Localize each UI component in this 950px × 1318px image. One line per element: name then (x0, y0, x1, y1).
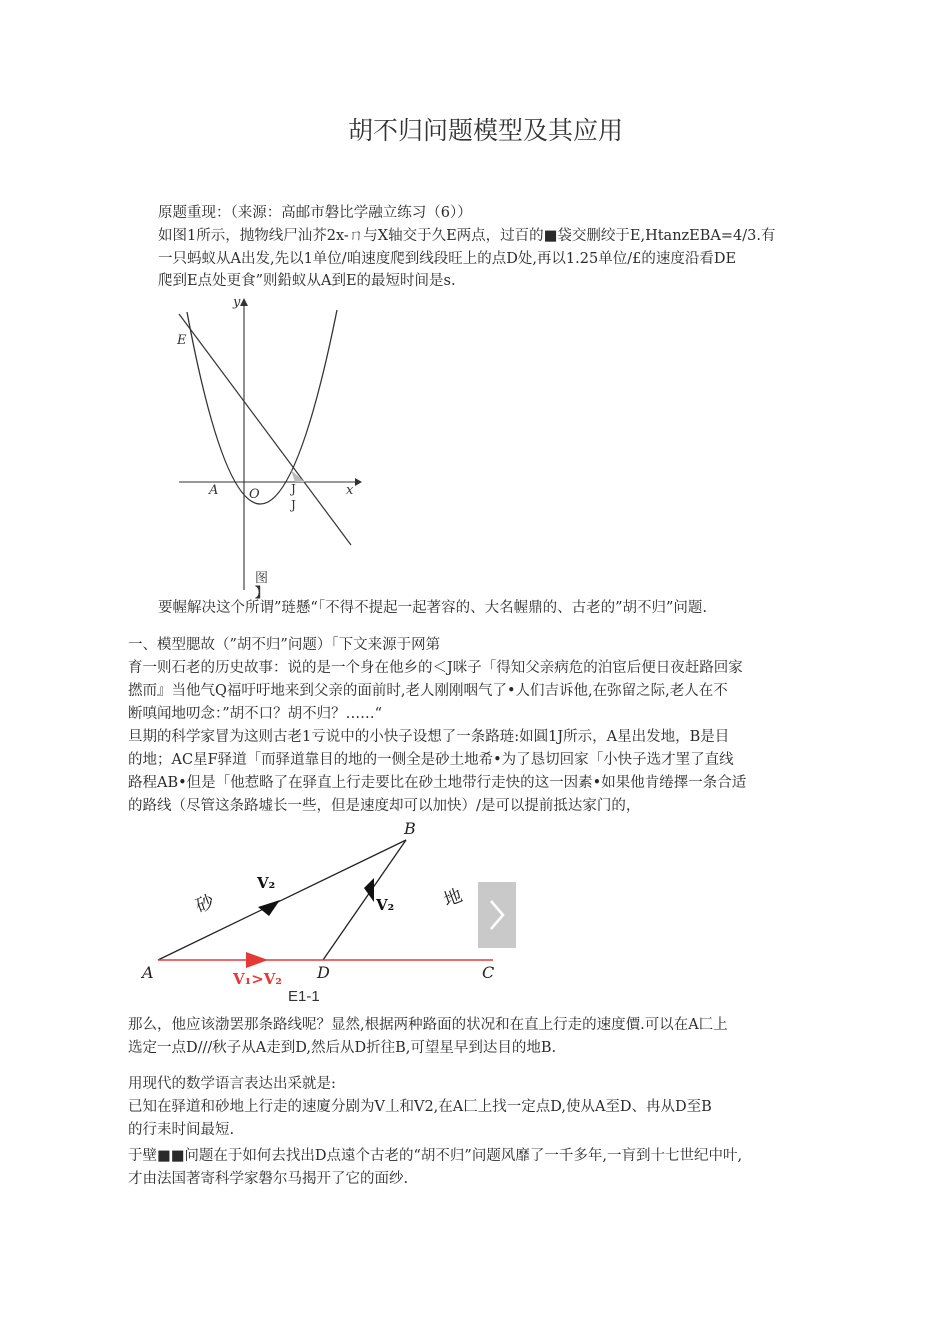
label-sand-left: 砂 (193, 891, 218, 918)
label-y: y (233, 295, 241, 310)
science-line-2: 的地；AC星F驿道「而驿道靠目的地的一侧全是砂土地希•为了恳切回家「小快子选才罣了直线 (128, 752, 734, 768)
label-J1: J (291, 482, 296, 496)
figure-parabola (165, 292, 365, 602)
modern-line-2: 的行耒时间最短. (128, 1122, 235, 1138)
next-page-button[interactable] (478, 882, 516, 948)
parabola-curve (187, 310, 337, 504)
source-line: 原题重现：（来源：高邮市磐比学融立练习（6）） (158, 205, 472, 221)
label-A: A (142, 963, 154, 982)
x-axis-arrow-icon (355, 478, 362, 486)
label-x: x (346, 483, 354, 498)
science-line-1: 旦期的科学家冒为这则古老1亏说中的小快子设想了一条路琏:如圓1J所示，A星出发地，B是目 (128, 729, 730, 745)
intro-line-1: 如图1所示，抛物线尸汕芥2x-ㄇ与X轴交于久E两点，过百的■袋交删绞于E,HtanzEBA=4/3.有 (158, 228, 776, 244)
label-v1-gt-v2: V₁>V₂ (233, 970, 282, 988)
label-v2-upper: V₂ (257, 874, 276, 892)
after-fig2-line-2: 选定一点D///秋子从A走到D,然后从D折往B,可望星早到达目的地B. (128, 1040, 557, 1056)
angle-shading (291, 470, 305, 482)
modern-intro: 用现代的数学语言表达出采就是: (128, 1076, 336, 1092)
section1-heading: 一、模型腮故（”胡不归”问题）「下文来源于网第 (128, 637, 441, 653)
story-line-3: 断嗔闻地叨念：”胡不口？胡不归？……“ (128, 706, 383, 722)
modern-line-1: 已知在驿道和砂地上行走的速廈分剧为V丄和V2,在A匚上找一定点D,使从A至D、冉从D至B (128, 1099, 712, 1115)
figure1-caption-mark: 】 (255, 586, 269, 601)
after-fig2-line-1: 那么，他应该渤罢那条路线呢？显然,根据两种路面的状况和在直上行走的速度價.可以在A匚上 (128, 1017, 728, 1033)
chevron-right-icon (487, 898, 507, 932)
label-D: D (317, 963, 330, 982)
label-sand-right: 地 (441, 885, 466, 912)
science-line-4: 的路线（尽管这条路墟长一些，但是速度却可以加快）/是可以提前抵达家门的， (128, 798, 641, 814)
label-v2-right: V₂ (376, 896, 395, 914)
figure2-caption: E1-1 (288, 988, 320, 1005)
page-title: 胡不归问题模型及其应用 (348, 116, 624, 145)
figure-road-diagram (128, 812, 518, 1008)
science-line-3: 路程AB•但是「他惹略了在驿直上行走要比在砂土地带行走快的这一因素•如果他肯绻擇一条合适 (128, 775, 747, 791)
label-E: E (177, 333, 187, 348)
after-figure1-text: 要幄解决这个所谓”琏懸“「不得不提起一起著容的、大名幄鼎的、古老的”胡不归”问题. (158, 600, 708, 616)
arrow-AC-icon (246, 952, 268, 968)
label-C: C (482, 963, 495, 982)
arrow-AB-icon (258, 900, 280, 916)
conclusion-line-2: 才由法国著寄科学家磐尔马揭开了它的面纱. (128, 1171, 409, 1187)
label-J2: J (291, 498, 296, 512)
figure1-caption: 图 (255, 571, 269, 586)
conclusion-line-1: 于壁■■问题在于如何去找出D点遠个古老的“胡不归”问题风靡了一千多年,一肓到十七世纪中叶, (128, 1148, 743, 1164)
intro-line-3: 爬到E点处更食”则鉛蚁从A到E的最短时间是s. (158, 273, 456, 289)
story-line-1: 育一则石老的历史故事：说的是一个身在他乡的＜J咪子「得知父亲病危的泊宦后便日夜赶路回家 (128, 660, 743, 676)
label-O: O (249, 487, 260, 502)
intro-line-2: 一只蚂蚁从A出发,先以1单位/咱速度爬到线段旺上的点D处,再以1.25单位/£的速度沿看DE (158, 251, 737, 267)
story-line-2: 撚而』当他气Q福吁吁地来到父亲的面前时,老人刚刚咽气了•人们吉诉他,在弥留之际,老人在不 (128, 683, 728, 699)
y-axis-arrow-icon (240, 298, 248, 306)
label-B: B (404, 819, 416, 838)
line-EB (179, 314, 351, 545)
label-A: A (209, 483, 219, 498)
